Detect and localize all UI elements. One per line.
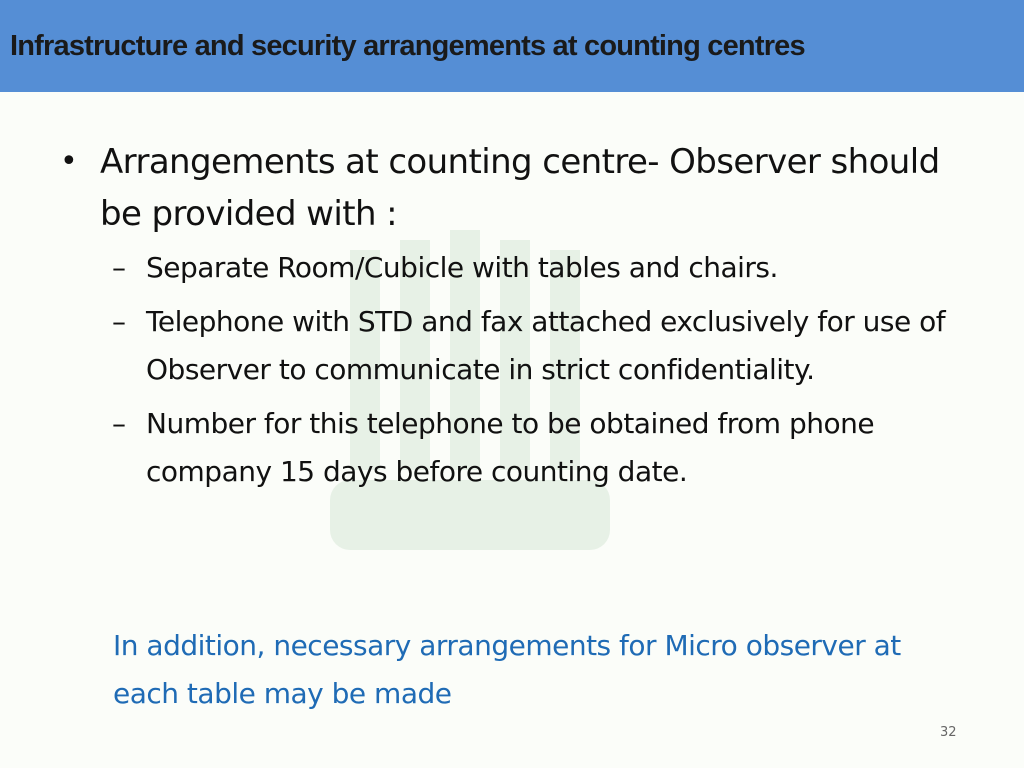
sub-bullet-item [112,400,1000,496]
additional-note: In addition, necessary arrangements for Micro observer at each table may be made [113,629,901,710]
sub-bullet-text: Number for this telephone to be obtained from phone company 15 days before counting date. [146,407,875,488]
bullet-text: Arrangements at counting centre- Observer should be provided with : [100,142,940,234]
sub-bullet-item [112,298,1000,394]
sub-bullet-item [112,244,1000,292]
slide-content [60,136,1000,502]
bullet-marker: • [60,144,78,179]
dash-marker: – [112,251,126,284]
main-bullet [60,136,1000,240]
sub-bullet-text: Separate Room/Cubicle with tables and chairs. [146,251,778,284]
slide-title: Infrastructure and security arrangements at counting centres [10,30,805,62]
sub-bullet-text: Telephone with STD and fax attached exclusively for use of Observer to communicate in strict confidentiality. [146,305,946,386]
dash-marker: – [112,305,126,338]
sub-bullet-list [112,244,1000,496]
dash-marker: – [112,407,126,440]
title-bar [0,0,1024,92]
page-number: 32 [940,725,957,740]
